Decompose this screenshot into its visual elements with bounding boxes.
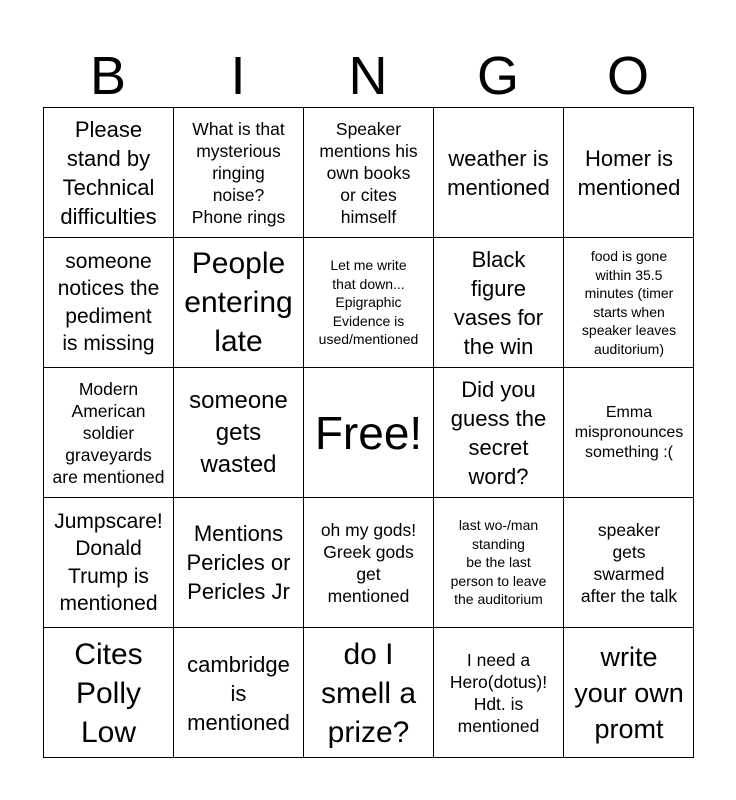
bingo-cell-r4c4[interactable]: last wo-/man standing be the last person to leave the auditorium bbox=[434, 498, 564, 628]
header-letter-n: N bbox=[348, 46, 388, 106]
bingo-cell-r4c2[interactable]: Mentions Pericles or Pericles Jr bbox=[174, 498, 304, 628]
bingo-cell-r5c5[interactable]: write your own promt bbox=[574, 642, 684, 744]
bingo-cell-r1c2[interactable]: What is that mysterious ringing noise? Phone rings bbox=[174, 108, 304, 238]
header-letter-g: G bbox=[476, 46, 519, 106]
bingo-header bbox=[43, 44, 693, 108]
bingo-cell-r5c1[interactable]: Cites Polly Low bbox=[44, 628, 174, 758]
bingo-cell-r4c1[interactable]: Jumpscare! Donald Trump is mentioned bbox=[44, 498, 174, 628]
bingo-cell-r1c4[interactable]: weather is mentioned bbox=[434, 108, 564, 238]
header-letter-b: B bbox=[89, 46, 127, 106]
bingo-cell-r5c3[interactable]: do I smell a prize? bbox=[304, 628, 434, 758]
bingo-grid bbox=[43, 107, 694, 758]
bingo-cell-r3c5[interactable]: Emma mispronounces something :( bbox=[564, 368, 694, 498]
bingo-cell-r2c2[interactable]: People entering late bbox=[174, 238, 304, 368]
header-letter-o: O bbox=[606, 46, 649, 106]
bingo-cell-free[interactable]: Free! bbox=[304, 368, 434, 498]
header-letter-i: I bbox=[230, 46, 246, 106]
bingo-cell-r3c1[interactable]: Modern American soldier graveyards are mentioned bbox=[44, 368, 174, 498]
bingo-cell-r1c3[interactable]: Speaker mentions his own books or cites himself bbox=[304, 108, 434, 238]
bingo-cell-r1c1[interactable]: Please stand by Technical difficulties bbox=[44, 108, 174, 238]
bingo-cell-r3c4[interactable]: Did you guess the secret word? bbox=[434, 368, 564, 498]
bingo-cell-r3c2[interactable]: someone gets wasted bbox=[174, 368, 304, 498]
bingo-cell-r5c4[interactable]: I need a Hero(dotus)! Hdt. is mentioned bbox=[434, 628, 564, 758]
bingo-cell-r4c3[interactable]: oh my gods! Greek gods get mentioned bbox=[304, 498, 434, 628]
bingo-cell-r2c1[interactable]: someone notices the pediment is missing bbox=[44, 238, 174, 368]
bingo-cell-r2c4[interactable]: Black figure vases for the win bbox=[434, 238, 564, 368]
bingo-cell-r4c5[interactable]: speaker gets swarmed after the talk bbox=[564, 498, 694, 628]
bingo-cell-r1c5[interactable]: Homer is mentioned bbox=[564, 108, 694, 238]
bingo-cell-r5c2[interactable]: cambridge is mentioned bbox=[174, 628, 304, 758]
bingo-cell-r2c5[interactable]: food is gone within 35.5 minutes (timer starts when speaker leaves auditorium) bbox=[564, 238, 694, 368]
bingo-cell-r2c3[interactable]: Let me write that down... Epigraphic Evidence is used/mentioned bbox=[304, 238, 434, 368]
